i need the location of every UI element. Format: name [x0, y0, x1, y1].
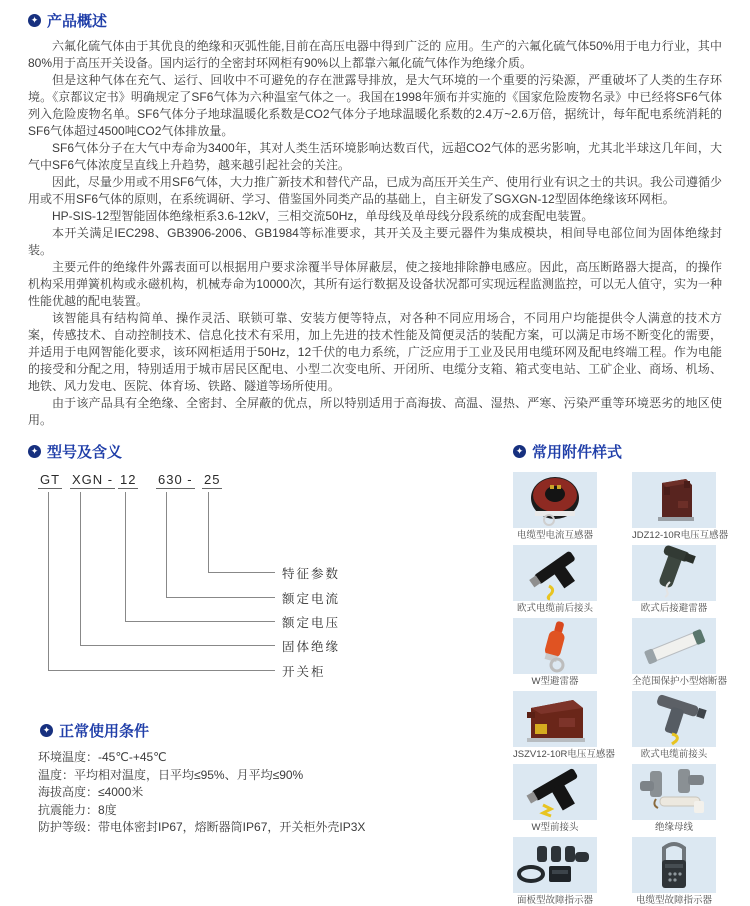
- model-code-part: 25: [204, 472, 221, 487]
- model-code-diagram: [30, 472, 450, 688]
- model-label-rated-voltage: 额定电压: [282, 616, 341, 630]
- overview-paragraph: 由于该产品具有全绝缘、全密封、全屏蔽的优点，所以特别适用于高海拔、高温、湿热、严寒、污染严重等环境恶劣的地区使用。: [28, 396, 722, 427]
- accessory-item: [513, 691, 615, 760]
- accessory-item: [632, 618, 728, 687]
- model-title: 型号及含义: [47, 444, 123, 461]
- accessory-caption: 欧式电缆前接头: [640, 749, 708, 760]
- euro-rear-arrester-image: [632, 545, 716, 601]
- overview-heading: [28, 10, 722, 31]
- box-voltage-transformer-icon: [515, 692, 595, 746]
- cable-current-transformer-icon: [515, 473, 595, 527]
- section-overview: [0, 0, 750, 429]
- connector-line: [125, 621, 275, 622]
- overview-paragraph: 主要元件的绝缘件外露表面可以根据用户要求涂覆半导体屏蔽层，使之接地排除静电感应。因此，高压断路器大提高，的操作机构采用弹簧机构或永磁机构，机械寿命为10000次，其所有运行数据及设备状况都可实现远程监测监控，可以无人值守，实为一种性能优越的配电装置。: [28, 260, 722, 308]
- panel-indicator-icon: [515, 838, 595, 892]
- voltage-transformer-icon: [634, 473, 714, 527]
- arrester-icon: [634, 546, 714, 600]
- section-bullet-icon: ✦: [40, 724, 53, 737]
- t-connector-icon: [515, 546, 595, 600]
- cable-current-transformer-image: [513, 472, 597, 528]
- orange-arrester-icon: [515, 619, 595, 673]
- fuse-icon: [634, 619, 714, 673]
- connector-line: [208, 492, 209, 572]
- euro-cable-front-rear-connector-image: [513, 545, 597, 601]
- accessory-caption: 电缆型故障指示器: [635, 895, 712, 906]
- accessory-item: [513, 618, 597, 687]
- accessory-item: [632, 472, 729, 541]
- model-code-part: GT: [40, 472, 61, 487]
- condition-item: 温度：平均相对温度，日平均≤95%、月平均≤90%: [38, 767, 304, 782]
- connector-line: [166, 597, 275, 598]
- accessory-item: [632, 545, 716, 614]
- condition-item: 海拔高度：≤4000米: [38, 785, 144, 799]
- accessory-caption: W型前接头: [531, 822, 579, 833]
- accessory-caption: W型避雷器: [531, 676, 579, 687]
- model-label-rated-current: 额定电流: [282, 592, 341, 606]
- accessory-caption: 欧式电缆前后接头: [516, 603, 593, 614]
- overview-paragraph: 该智能具有结构简单、操作灵活、联锁可靠、安装方便等特点，对各种不同应用场合，不同用户均能提供令人满意的技术方案，传感技术、自动控制技术、信息化技术有采用，加上先进的技术性能及简便灵活的装配方案，可以满足市场不断变化的需要，并适用于电网智能化要求，该环网柜适用于50Hz，12千伏的电力系统，广泛应用于工业及民用电缆环网及配电终端工程。作为电能的接受和分配之用，特别适用于城市居民区配电、小型二次变电所、开闭所、电缆分支箱、箱式变电站、工矿企业、商场、机场、地铁、风力发电、医院、体育场、铁路、隧道等场所使用。: [28, 311, 722, 393]
- section-bullet-icon: ✦: [28, 445, 41, 458]
- conditions-title: 正常使用条件: [59, 723, 150, 740]
- overview-paragraph: SF6气体分子在大气中寿命为3400年，其对人类生活环境影响达数百代，远超CO2气体的恶劣影响，尤其北半球这几年间，大气中SF6气体浓度呈直线上升趋势，越来越引起社会的关注。: [28, 141, 722, 172]
- connector-line: [166, 492, 167, 597]
- overview-title: 产品概述: [47, 13, 108, 30]
- overview-paragraph: HP-SIS-12型智能固体绝缘柜系3.6-12kV，三相交流50Hz，单母线及单母线分段系统的成套配电装置。: [52, 209, 594, 223]
- overview-paragraph: 本开关满足IEC298、GB3906-2006、GB1984等标准要求，其开关及主要元器件为集成模块，相间导电部位间为固体绝缘封装。: [28, 226, 722, 257]
- model-label-feature-parameter: 特征参数: [282, 567, 341, 581]
- accessory-caption: 全范围保护小型熔断器: [632, 676, 728, 687]
- accessories-title: 常用附件样式: [532, 444, 623, 461]
- accessory-caption: JSZV12-10R电压互感器: [513, 749, 615, 760]
- w-type-front-connector-image: [513, 764, 597, 820]
- black-t-connector-icon: [515, 765, 595, 819]
- accessory-item: [513, 545, 597, 614]
- busbar-icon: [634, 765, 714, 819]
- connector-line: [48, 492, 49, 670]
- connector-line: [208, 572, 275, 573]
- model-heading: [28, 441, 513, 462]
- euro-cable-front-connector-image: [632, 691, 716, 747]
- accessory-caption: 面板型故障指示器: [516, 895, 593, 906]
- small-fuse-image: [632, 618, 716, 674]
- accessory-item: [513, 764, 597, 833]
- accessory-caption: 电缆型电流互感器: [516, 530, 593, 541]
- overview-paragraph: 六氟化硫气体由于其优良的绝缘和灭弧性能,目前在高压电器中得到广泛的 应用。生产的六氟化硫气体50%用于电力行业，其中80%用于高压开关设备。国内运行的全密封环网柜有90%以上都靠六氟化硫气体作为绝缘介质。: [28, 39, 722, 70]
- section-conditions: [28, 720, 513, 837]
- section-bullet-icon: ✦: [513, 445, 526, 458]
- model-label-solid-insulation: 固体绝缘: [282, 640, 341, 654]
- cable-indicator-icon: [634, 838, 714, 892]
- accessory-item: [632, 837, 716, 906]
- accessory-item: [632, 764, 716, 833]
- bottom-columns: [0, 441, 750, 906]
- connector-line: [125, 492, 126, 621]
- conditions-heading: [40, 720, 513, 741]
- condition-item: 抗震能力：8度: [38, 802, 117, 817]
- accessories-heading: [513, 441, 717, 462]
- insulated-busbar-image: [632, 764, 716, 820]
- right-column: [513, 441, 729, 906]
- accessory-item: [513, 472, 597, 541]
- accessory-caption: JDZ12-10R电压互感器: [632, 530, 729, 541]
- model-code-part: 12: [120, 472, 137, 487]
- accessory-item: [632, 691, 716, 760]
- condition-item: 环境温度：-45℃-+45℃: [38, 750, 167, 764]
- jszv12-voltage-transformer-image: [513, 691, 597, 747]
- w-type-arrester-image: [513, 618, 597, 674]
- cable-fault-indicator-image: [632, 837, 716, 893]
- model-code-part: XGN -: [72, 472, 114, 487]
- model-code-part: 630 -: [158, 472, 193, 487]
- accessories-grid: [513, 472, 729, 906]
- section-bullet-icon: ✦: [28, 14, 41, 27]
- panel-fault-indicator-image: [513, 837, 597, 893]
- accessory-item: [513, 837, 597, 906]
- jdz12-voltage-transformer-image: [632, 472, 716, 528]
- gray-t-connector-icon: [634, 692, 714, 746]
- condition-item: 防护等级：带电体密封IP67，熔断器筒IP67，开关柜外壳IP3X: [38, 820, 366, 834]
- overview-paragraph: 但是这种气体在充气、运行、回收中不可避免的存在泄露导排放，是大气环境的一个重要的污染源，严重破坏了人类的生存环境。《京都议定书》明确规定了SF6气体为六种温室气体之一。我国在1998年颁布并实施的《国家危险废物名录》中已经将SF6气体列入危险废物名单。SF6气体分子地球温暖化系数是CO2气体分子地球温暖化系数的2.4万~2.6万倍，据统计，每年配电系统消耗的SF6气体超过4500吨CO2气体排放量。: [28, 73, 722, 138]
- accessory-caption: 绝缘母线: [654, 822, 693, 833]
- connector-line: [80, 492, 81, 645]
- connector-line: [48, 670, 275, 671]
- connector-line: [80, 645, 275, 646]
- left-column: [0, 441, 513, 906]
- model-label-switchgear: 开关柜: [282, 665, 326, 679]
- accessory-caption: 欧式后接避雷器: [640, 603, 708, 614]
- overview-paragraph: 因此，尽量少用或不用SF6气体，大力推广新技术和替代产品，已成为高压开关生产、使用行业有识之士的共识。我公司遵循少用或不用SF6气体的原则，在系统调研、学习、借鉴国外同类产品的基础上，自主研发了SGXGN-12型固体绝缘该环网柜。: [28, 175, 723, 206]
